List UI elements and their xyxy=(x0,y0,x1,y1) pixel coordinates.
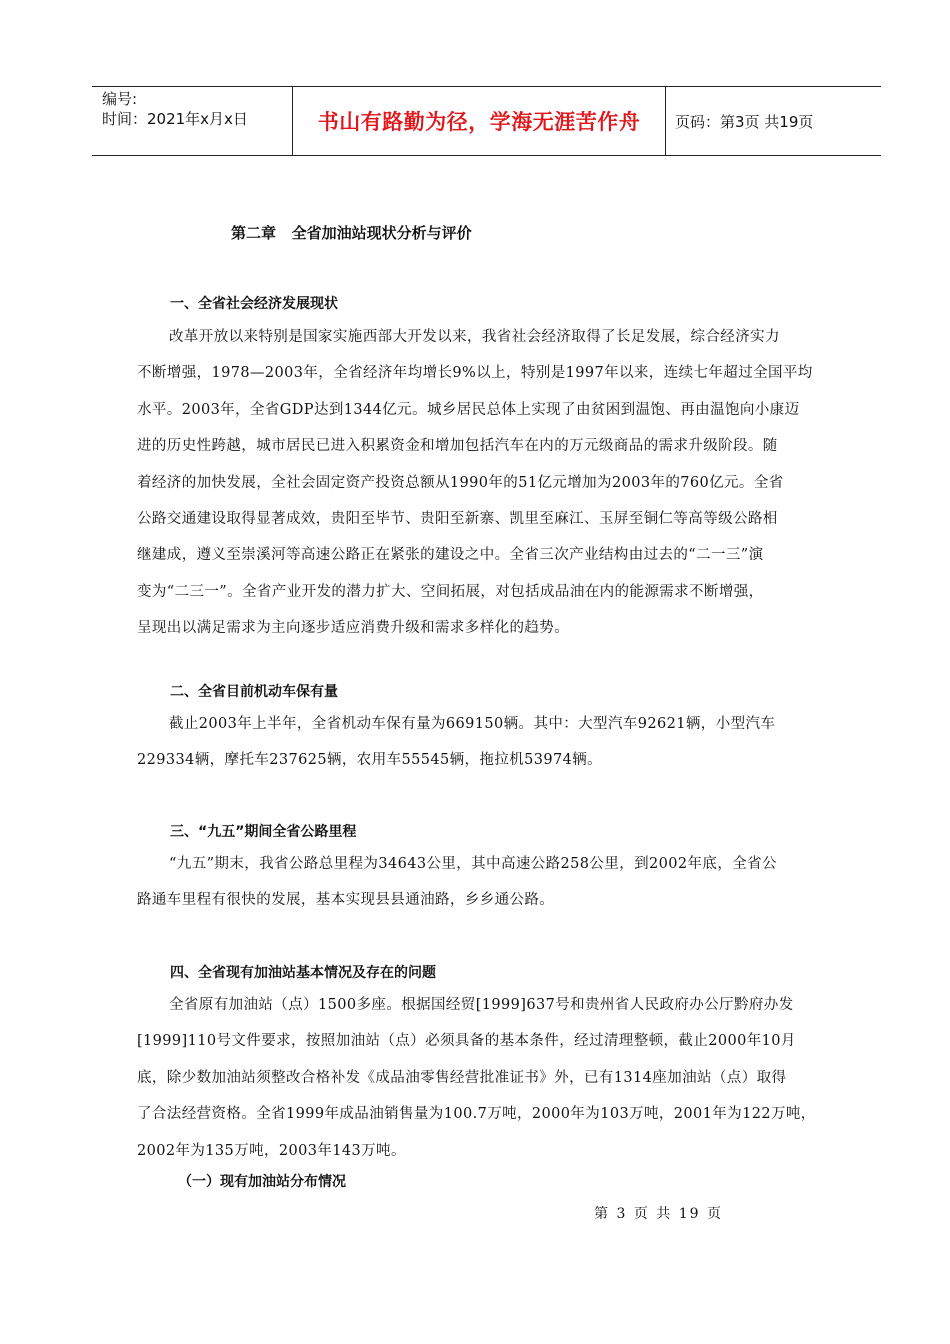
text-line: 截止2003年上半年，全省机动车保有量为669150辆。其中：大型汽车92621辆，小型汽车 xyxy=(169,716,776,732)
section-heading-1: 一、全省社会经济发展现状 xyxy=(170,296,338,312)
section-body-2 xyxy=(137,706,842,779)
text-line: 全省原有加油站（点）1500多座。根据国经贸[1999]637号和贵州省人民政府办公厅黔府办发 xyxy=(169,997,794,1013)
text-line: 进的历史性跨越，城市居民已进入积累资金和增加包括汽车在内的万元级商品的需求升级阶段。随 xyxy=(137,438,778,455)
text-line: 了合法经营资格。全省1999年成品油销售量为100.7万吨，2000年为103万吨，2001年为122万吨， xyxy=(137,1106,816,1123)
section-heading-3: 三、“九五”期间全省公路里程 xyxy=(170,824,357,840)
text-line: 着经济的加快发展，全社会固定资产投资总额从1990年的51亿元增加为2003年的760亿元。全省 xyxy=(137,474,784,491)
header-meta xyxy=(102,89,248,129)
text-line: 底，除少数加油站须整改合格补发《成品油零售经营批准证书》外，已有1314座加油站（点）取得 xyxy=(137,1069,787,1086)
section-heading-2: 二、全省目前机动车保有量 xyxy=(170,684,338,700)
chapter-title: 第二章 全省加油站现状分析与评价 xyxy=(231,224,472,242)
number-label: 编号: xyxy=(102,90,138,108)
header-motto: 书山有路勤为径，学海无涯苦作舟 xyxy=(317,110,641,134)
header-page-info: 页码：第3页 共19页 xyxy=(675,112,814,131)
text-line: 继建成，遵义至崇溪河等高速公路正在紧张的建设之中。全省三次产业结构由过去的“二一三”演 xyxy=(137,547,764,564)
time-label: 时间：2021年x月x日 xyxy=(102,110,248,128)
text-line: 229334辆，摩托车237625辆，农用车55545辆，拖拉机53974辆。 xyxy=(137,752,603,769)
text-line: “九五”期末，我省公路总里程为34643公里，其中高速公路258公里，到2002年底，全省公 xyxy=(169,856,777,872)
subsection-heading: （一）现有加油站分布情况 xyxy=(178,1174,346,1190)
section-body-3 xyxy=(137,846,842,919)
header-table xyxy=(92,86,881,156)
text-line: 路通车里程有很快的发展，基本实现县县通油路，乡乡通公路。 xyxy=(137,892,555,909)
header-divider xyxy=(665,87,666,155)
text-line: 2002年为135万吨，2003年143万吨。 xyxy=(137,1142,406,1159)
section-body-1 xyxy=(137,319,842,647)
text-line: 公路交通建设取得显著成效，贵阳至毕节、贵阳至新寨、凯里至麻江、玉屏至铜仁等高等级公路相 xyxy=(137,511,778,528)
text-line: 呈现出以满足需求为主向逐步适应消费升级和需求多样化的趋势。 xyxy=(137,620,570,637)
section-body-4 xyxy=(137,987,842,1169)
page-footer: 第 3 页 共 19 页 xyxy=(594,1206,723,1222)
text-line: 变为“二三一”。全省产业开发的潜力扩大、空间拓展，对包括成品油在内的能源需求不断增强， xyxy=(137,583,764,600)
text-line: 不断增强，1978—2003年，全省经济年均增长9%以上，特别是1997年以来，连续七年超过全国平均 xyxy=(137,365,813,382)
section-heading-4: 四、全省现有加油站基本情况及存在的问题 xyxy=(170,965,436,981)
text-line: 改革开放以来特别是国家实施西部大开发以来，我省社会经济取得了长足发展，综合经济实力 xyxy=(169,329,780,345)
text-line: 水平。2003年，全省GDP达到1344亿元。城乡居民总体上实现了由贫困到温饱、再由温饱向小康迈 xyxy=(137,401,800,418)
text-line: [1999]110号文件要求，按照加油站（点）必须具备的基本条件，经过清理整顿，截止2000年10月 xyxy=(137,1033,796,1050)
